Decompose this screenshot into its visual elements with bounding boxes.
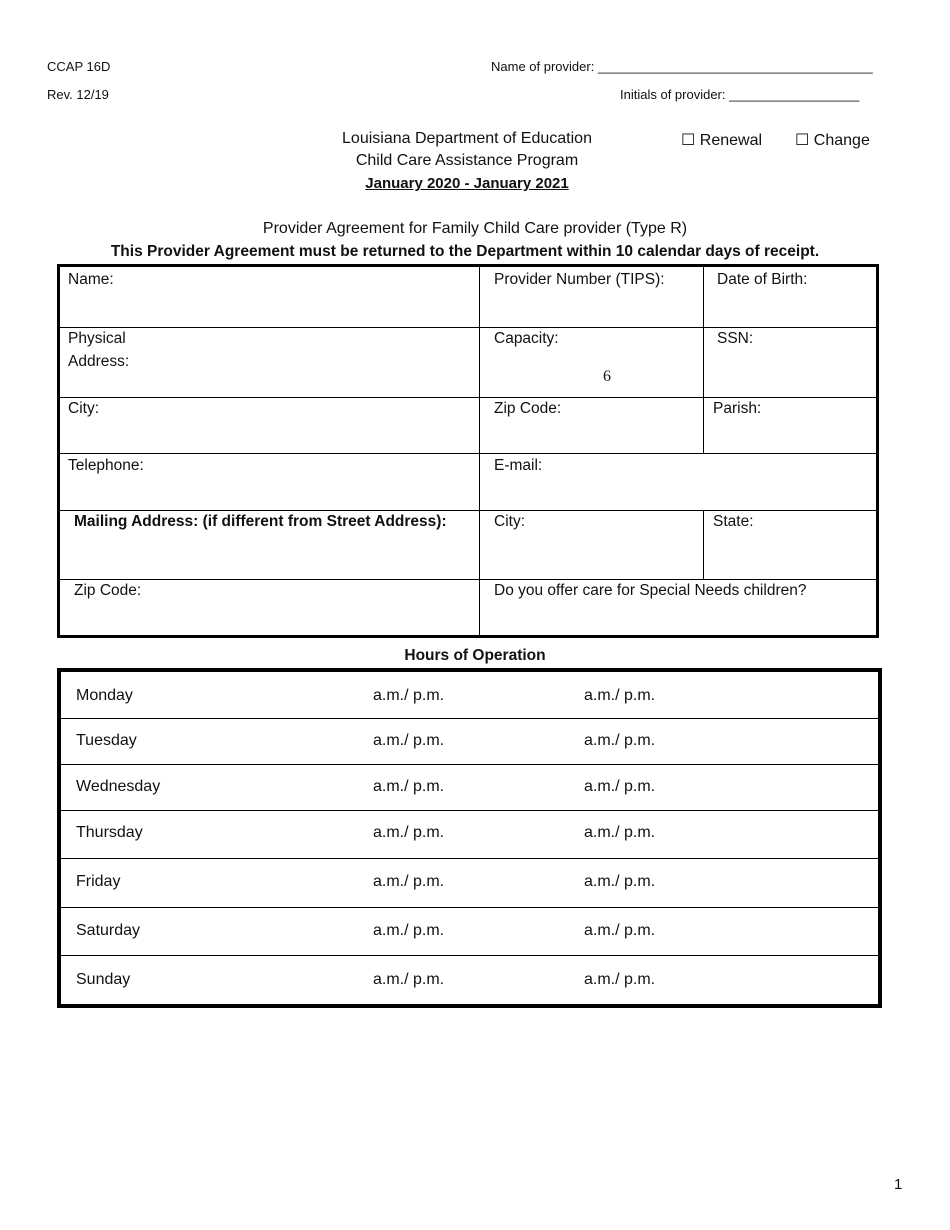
hours-row-monday	[61, 672, 878, 719]
agreement-title: Provider Agreement for Family Child Care provider (Type R)	[262, 220, 688, 237]
department-title: Louisiana Department of Education	[342, 130, 592, 147]
date-of-birth-field[interactable]: Date of Birth:	[717, 271, 808, 288]
hours-row-tuesday	[61, 719, 878, 765]
renewal-checkbox[interactable]: ☐ Renewal	[681, 132, 763, 149]
ssn-field[interactable]: SSN:	[717, 330, 754, 347]
hours-row-thursday	[61, 811, 878, 859]
mailing-zip-field[interactable]: Zip Code:	[74, 582, 142, 599]
close-time-field[interactable]: a.m./ p.m.	[584, 873, 656, 890]
special-needs-field[interactable]: Do you offer care for Special Needs children?	[494, 582, 807, 599]
close-time-field[interactable]: a.m./ p.m.	[584, 922, 656, 939]
day-label: Thursday	[76, 824, 143, 841]
page-number: 1	[894, 1176, 903, 1193]
physical-address-field[interactable]: Address:	[68, 353, 130, 370]
change-checkbox[interactable]: ☐ Change	[795, 132, 870, 149]
state-field[interactable]: State:	[713, 513, 754, 530]
hours-row-sunday	[61, 956, 878, 1004]
open-time-field[interactable]: a.m./ p.m.	[373, 687, 445, 704]
zip-code-field[interactable]: Zip Code:	[494, 400, 562, 417]
open-time-field[interactable]: a.m./ p.m.	[373, 922, 445, 939]
open-time-field[interactable]: a.m./ p.m.	[373, 732, 445, 749]
email-field[interactable]: E-mail:	[494, 457, 543, 474]
city-field[interactable]: City:	[68, 400, 99, 417]
hours-table	[57, 668, 882, 1008]
provider-name-field[interactable]: Name of provider: ______________________________________	[491, 59, 873, 74]
close-time-field[interactable]: a.m./ p.m.	[584, 824, 656, 841]
form-code: CCAP 16D	[47, 59, 111, 74]
day-label: Wednesday	[76, 778, 161, 795]
capacity-value: 6	[603, 368, 611, 385]
hours-title: Hours of Operation	[404, 647, 546, 664]
open-time-field[interactable]: a.m./ p.m.	[373, 778, 445, 795]
hours-row-friday	[61, 859, 878, 908]
revision: Rev. 12/19	[47, 87, 109, 102]
mailing-address-field[interactable]: Mailing Address: (if different from Street Address):	[74, 513, 447, 530]
name-field[interactable]: Name:	[68, 271, 114, 288]
physical-label: Physical	[68, 330, 126, 347]
open-time-field[interactable]: a.m./ p.m.	[373, 824, 445, 841]
open-time-field[interactable]: a.m./ p.m.	[373, 971, 445, 988]
close-time-field[interactable]: a.m./ p.m.	[584, 971, 656, 988]
day-label: Sunday	[76, 971, 131, 988]
capacity-field[interactable]: Capacity:	[494, 330, 559, 347]
provider-number-field[interactable]: Provider Number (TIPS):	[494, 271, 665, 288]
close-time-field[interactable]: a.m./ p.m.	[584, 732, 656, 749]
hours-row-saturday	[61, 908, 878, 956]
day-label: Monday	[76, 687, 133, 704]
open-time-field[interactable]: a.m./ p.m.	[373, 873, 445, 890]
return-notice: This Provider Agreement must be returned to the Department within 10 calendar days of receipt.	[110, 243, 820, 260]
day-label: Saturday	[76, 922, 141, 939]
day-label: Friday	[76, 873, 121, 890]
day-label: Tuesday	[76, 732, 137, 749]
close-time-field[interactable]: a.m./ p.m.	[584, 687, 656, 704]
close-time-field[interactable]: a.m./ p.m.	[584, 778, 656, 795]
provider-initials-field[interactable]: Initials of provider: __________________	[620, 87, 860, 102]
hours-row-wednesday	[61, 765, 878, 811]
telephone-field[interactable]: Telephone:	[68, 457, 144, 474]
parish-field[interactable]: Parish:	[713, 400, 762, 417]
program-title: Child Care Assistance Program	[355, 152, 579, 169]
provider-info-table	[57, 264, 879, 638]
period-title: January 2020 - January 2021	[365, 175, 569, 192]
mailing-city-field[interactable]: City:	[494, 513, 525, 530]
